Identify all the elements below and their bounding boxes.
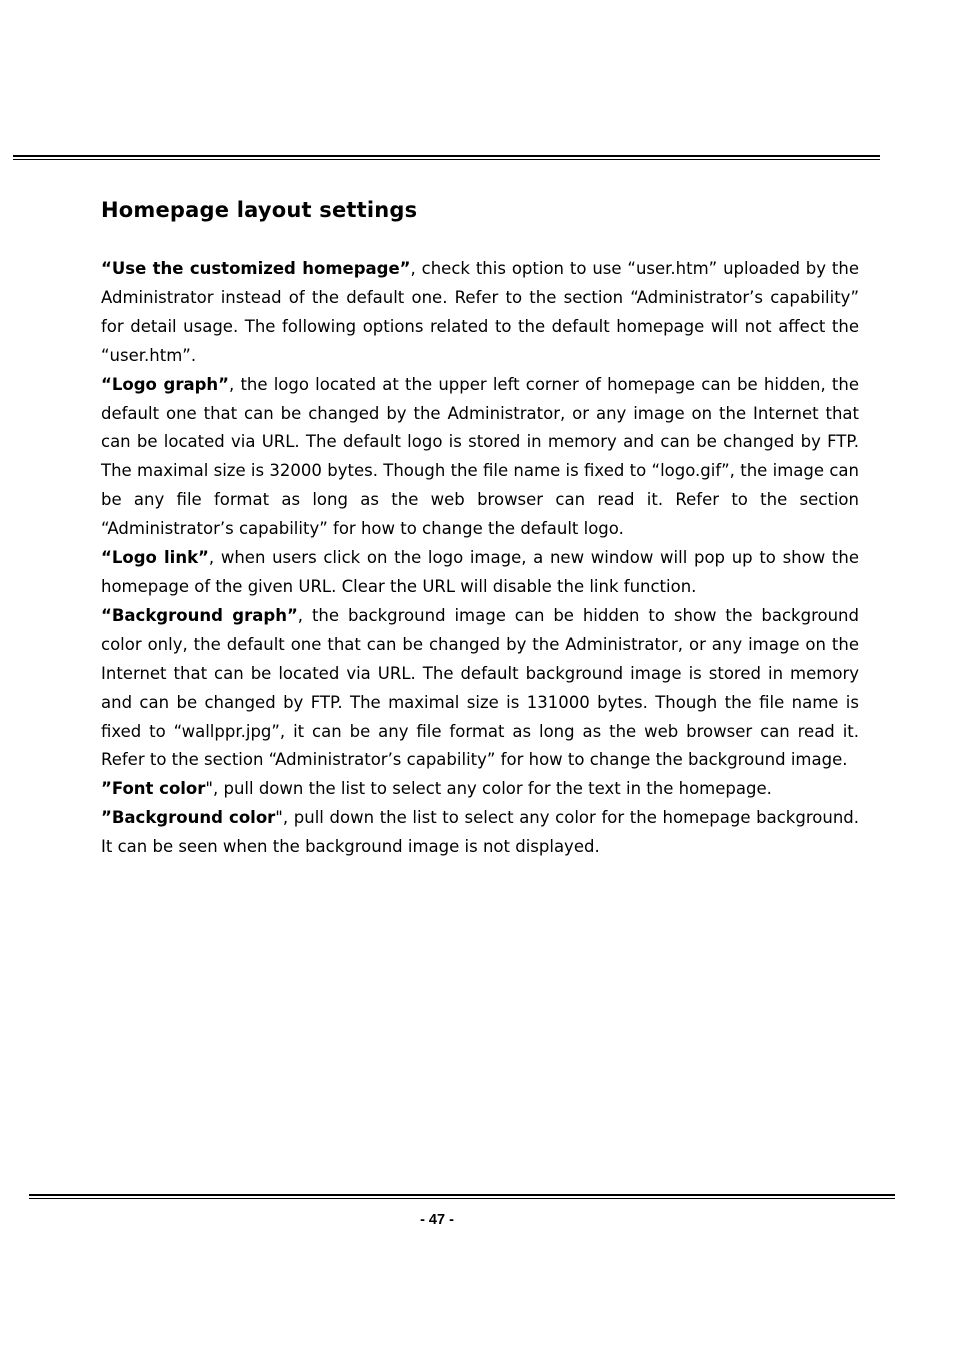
section-body [101,255,859,862]
paragraph-background-graph [101,602,859,775]
term-description: , when users click on the logo image, a new window will pop up to show the homepage of the given URL. Clear the URL will disable the link function. [101,548,859,596]
term-label: “Use the customized homepage” [101,259,411,278]
term-label: “Background graph” [101,605,298,625]
term-label: ”Background color [101,808,276,828]
section-heading: Homepage layout settings [101,198,418,222]
term-description: ", pull down the list to select any color for the text in the homepage. [205,779,772,799]
header-divider [13,155,880,160]
term-label: “Logo graph” [101,374,230,394]
paragraph-font-color [101,775,859,804]
term-label: ”Font color [101,779,206,799]
term-label: “Logo link” [101,548,209,568]
page-number: - 47 - [420,1212,454,1228]
footer-divider [29,1194,895,1199]
paragraph-background-color [101,804,859,862]
paragraph-logo-link [101,544,859,602]
paragraph-logo-graph [101,371,859,544]
term-description: , the background image can be hidden to show the background color only, the default one that can be changed by the Administrator, or any image on the Internet that can be located via URL. The default background image is stored in memory and can be changed by FTP. The maximal size is 131000 bytes. Though the file name is fixed to “wallppr.jpg”, it can be any file format as long as the web browser can read it. Refer to the section “Administrator’s capability” for how to change the background image. [101,605,859,770]
term-description: , check this option to use “user.htm” uploaded by the Administrator instead of the default one. Refer to the section “Administrator’s capability” for detail usage. The following options related to the default homepage will not affect the “user.htm”. [101,259,859,365]
term-description: , the logo located at the upper left corner of homepage can be hidden, the default one that can be changed by the Administrator, or any image on the Internet that can be located via URL. The default logo is stored in memory and can be changed by FTP. The maximal size is 32000 bytes. Though the file name is fixed to “logo.gif”, the image can be any file format as long as the web browser can read it. Refer to the section “Administrator’s capability” for how to change the default logo. [101,374,859,539]
paragraph-use-customized-homepage [101,255,859,371]
term-description: ", pull down the list to select any color for the homepage background. It can be seen when the background image is not displayed. [101,808,859,857]
